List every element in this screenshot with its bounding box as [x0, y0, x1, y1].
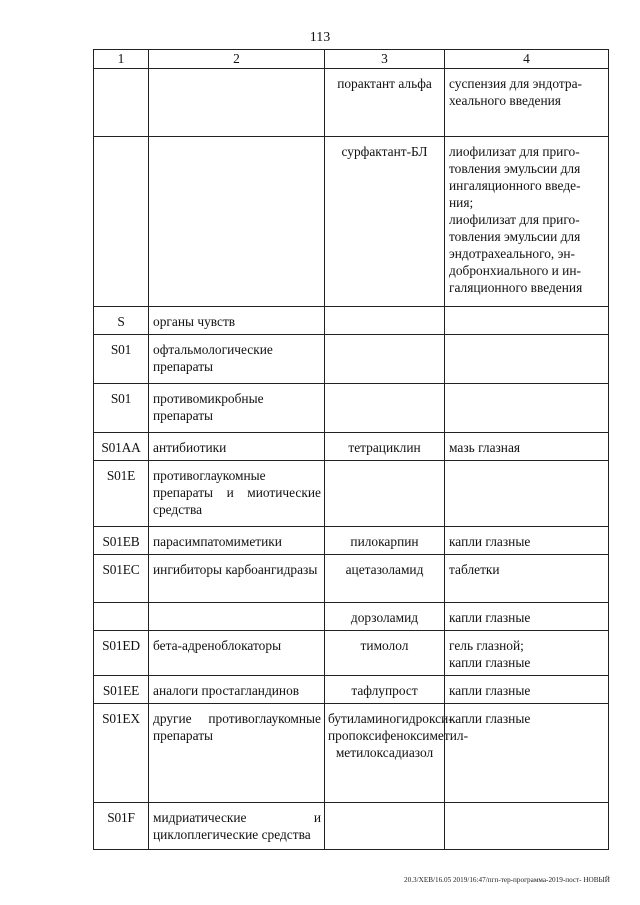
group-description-cell: аналоги простагландинов — [149, 676, 325, 704]
group-description-cell: бета-адреноблокаторы — [149, 631, 325, 676]
dosage-form-cell: таблетки — [445, 555, 609, 603]
table-row — [94, 676, 609, 704]
dosage-form-cell — [445, 307, 609, 335]
group-description-cell — [149, 603, 325, 631]
table-row — [94, 69, 609, 137]
drug-name-cell — [325, 335, 445, 384]
drug-name-cell: дорзоламид — [325, 603, 445, 631]
table-row — [94, 803, 609, 850]
table-row — [94, 433, 609, 461]
document-footer: 20.3/ХЕВ/16.05 2019/16:47/пгп-тер-программа-2019-пост- НОВЫЙ — [404, 876, 610, 884]
group-description-cell: противомикробные препараты — [149, 384, 325, 433]
table-row — [94, 704, 609, 803]
drug-name-cell — [325, 803, 445, 850]
atc-code-cell: S01AA — [94, 433, 149, 461]
atc-code-cell: S01EC — [94, 555, 149, 603]
column-header: 2 — [149, 50, 325, 69]
dosage-form-cell: капли глазные — [445, 676, 609, 704]
table-row — [94, 335, 609, 384]
atc-code-cell: S01EB — [94, 527, 149, 555]
group-description-cell: антибиотики — [149, 433, 325, 461]
dosage-form-cell: суспензия для эндотра- хеального введения — [445, 69, 609, 137]
table-row — [94, 527, 609, 555]
table-row — [94, 461, 609, 527]
table-row — [94, 307, 609, 335]
page-number: 113 — [309, 30, 331, 45]
group-description-cell: офтальмологические препараты — [149, 335, 325, 384]
drug-classification-table — [93, 49, 609, 850]
drug-name-cell: сурфактант-БЛ — [325, 137, 445, 307]
table-row — [94, 137, 609, 307]
group-description-cell: парасимпатомиметики — [149, 527, 325, 555]
column-header: 3 — [325, 50, 445, 69]
group-description-cell: другие противоглаукомные препараты — [149, 704, 325, 803]
atc-code-cell: S — [94, 307, 149, 335]
drug-name-cell — [325, 461, 445, 527]
dosage-form-cell: капли глазные — [445, 603, 609, 631]
table-row — [94, 631, 609, 676]
drug-name-cell: тафлупрост — [325, 676, 445, 704]
group-description-cell — [149, 69, 325, 137]
drug-name-cell — [325, 307, 445, 335]
atc-code-cell: S01F — [94, 803, 149, 850]
atc-code-cell — [94, 69, 149, 137]
column-header: 1 — [94, 50, 149, 69]
table-row — [94, 603, 609, 631]
atc-code-cell: S01E — [94, 461, 149, 527]
atc-code-cell: S01EE — [94, 676, 149, 704]
atc-code-cell: S01ED — [94, 631, 149, 676]
drug-name-cell: тетрациклин — [325, 433, 445, 461]
column-header: 4 — [445, 50, 609, 69]
dosage-form-cell: гель глазной; капли глазные — [445, 631, 609, 676]
drug-name-cell: бутиламиногидрокси-пропоксифеноксиметил-метилоксадиазол — [325, 704, 445, 803]
group-description-cell: органы чувств — [149, 307, 325, 335]
group-description-cell: противоглаукомные препараты и миотические средства — [149, 461, 325, 527]
dosage-form-cell: лиофилизат для приго- товления эмульсии для ингаляционного введе- ния; лиофилизат для приго- товления эмульсии для эндотрахеального, эн- добронхиального и ин- галяционного введения — [445, 137, 609, 307]
drug-name-cell: пилокарпин — [325, 527, 445, 555]
table-row — [94, 555, 609, 603]
group-description-cell — [149, 137, 325, 307]
drug-name-cell — [325, 384, 445, 433]
atc-code-cell: S01 — [94, 384, 149, 433]
table-row — [94, 384, 609, 433]
dosage-form-cell: мазь глазная — [445, 433, 609, 461]
group-description-cell: ингибиторы карбоангидразы — [149, 555, 325, 603]
dosage-form-cell — [445, 335, 609, 384]
atc-code-cell: S01 — [94, 335, 149, 384]
drug-name-cell: ацетазоламид — [325, 555, 445, 603]
atc-code-cell: S01EX — [94, 704, 149, 803]
table-header-row — [94, 50, 609, 69]
dosage-form-cell — [445, 384, 609, 433]
dosage-form-cell: капли глазные — [445, 704, 609, 803]
drug-name-cell: тимолол — [325, 631, 445, 676]
dosage-form-cell: капли глазные — [445, 527, 609, 555]
group-description-cell: мидриатические и циклоплегические средства — [149, 803, 325, 850]
drug-name-cell: порактант альфа — [325, 69, 445, 137]
atc-code-cell — [94, 137, 149, 307]
atc-code-cell — [94, 603, 149, 631]
dosage-form-cell — [445, 803, 609, 850]
dosage-form-cell — [445, 461, 609, 527]
